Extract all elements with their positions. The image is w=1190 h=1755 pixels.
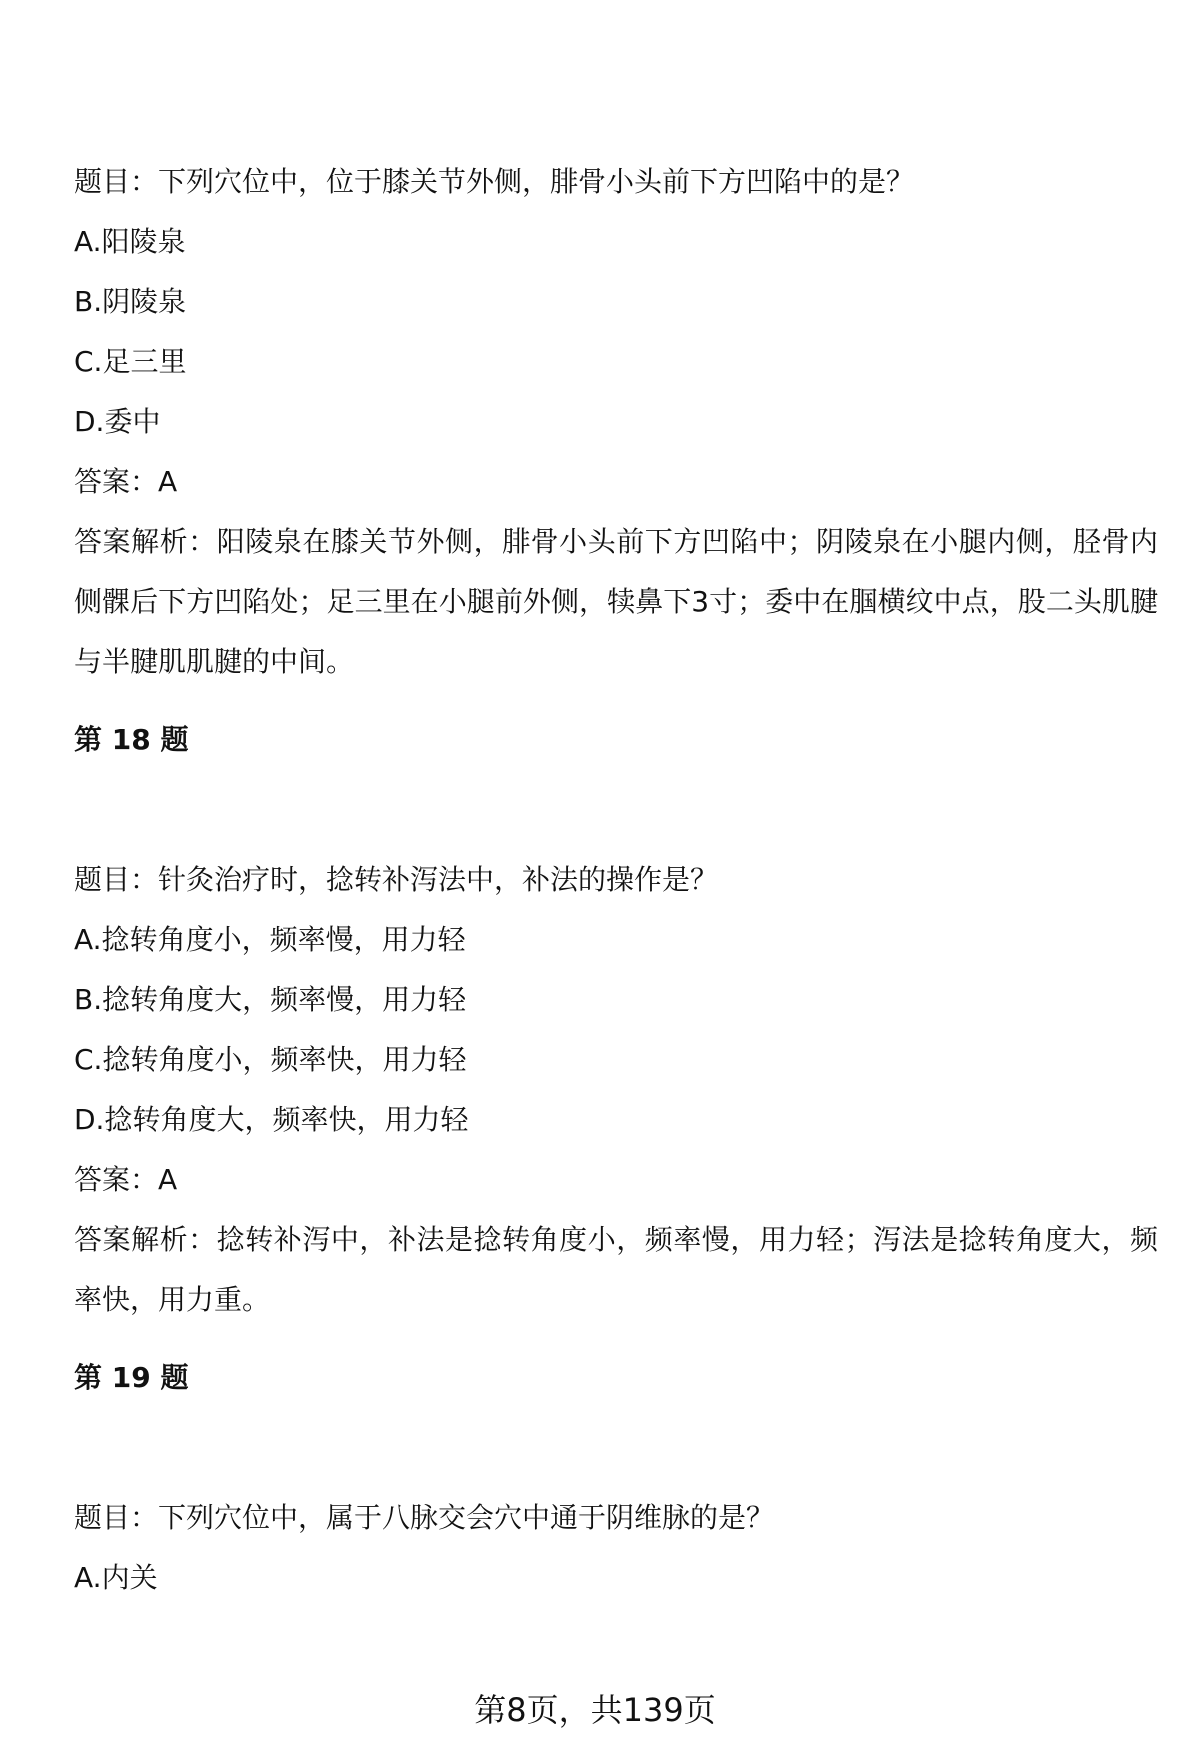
option-d: D.捻转角度大，频率快，用力轻 xyxy=(74,1103,469,1136)
option-b: B.捻转角度大，频率慢，用力轻 xyxy=(74,983,467,1016)
option-b: B.阴陵泉 xyxy=(74,285,187,318)
question-heading-18: 第 18 题 xyxy=(74,723,189,756)
document-page xyxy=(74,152,1158,1608)
question-text: 题目：下列穴位中，属于八脉交会穴中通于阴维脉的是？ xyxy=(74,1501,775,1534)
question-19 xyxy=(74,1488,1154,1608)
question-18 xyxy=(74,850,1158,1330)
question-heading-19: 第 19 题 xyxy=(74,1361,189,1394)
answer: 答案：A xyxy=(74,465,178,498)
option-a: A.阳陵泉 xyxy=(74,225,186,258)
question-text: 题目：针灸治疗时，捻转补泻法中，补法的操作是？ xyxy=(74,863,719,896)
question-17 xyxy=(74,152,1158,692)
option-a: A.内关 xyxy=(74,1561,158,1594)
answer: 答案：A xyxy=(74,1163,178,1196)
option-a: A.捻转角度小，频率慢，用力轻 xyxy=(74,923,466,956)
answer-analysis: 答案解析：捻转补泻中，补法是捻转角度小，频率慢，用力轻；泻法是捻转角度大，频率快，用力重。 xyxy=(74,1223,1158,1316)
option-d: D.委中 xyxy=(74,405,161,438)
option-c: C.足三里 xyxy=(74,345,187,378)
answer-analysis: 答案解析：阳陵泉在膝关节外侧，腓骨小头前下方凹陷中；阴陵泉在小腿内侧，胫骨内侧髁后下方凹陷处；足三里在小腿前外侧，犊鼻下3寸；委中在腘横纹中点，股二头肌腱与半腱肌肌腱的中间。 xyxy=(74,525,1158,678)
page-footer: 第8页，共139页 xyxy=(474,1691,716,1729)
question-text: 题目：下列穴位中，位于膝关节外侧，腓骨小头前下方凹陷中的是？ xyxy=(74,165,915,198)
option-c: C.捻转角度小，频率快，用力轻 xyxy=(74,1043,467,1076)
